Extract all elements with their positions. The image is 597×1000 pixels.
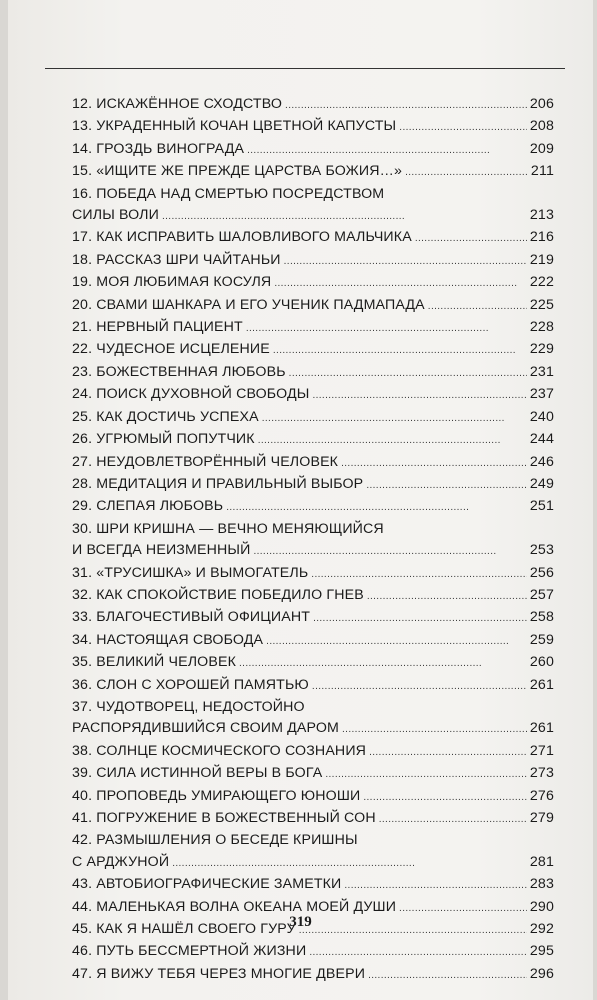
dot-leader xyxy=(312,384,526,406)
toc-entry xyxy=(72,519,554,563)
toc-entry-page: 229 xyxy=(529,341,554,358)
toc-entry-title: 14. ГРОЗДЬ ВИНОГРАДА xyxy=(72,140,245,157)
toc-entry-title: 44. МАЛЕНЬКАЯ ВОЛНА ОКЕАНА МОЕЙ ДУШИ xyxy=(72,898,397,915)
toc-entry-page: 256 xyxy=(529,564,554,581)
toc-entry-page: 259 xyxy=(529,631,554,648)
toc-entry xyxy=(72,116,554,138)
toc-entry-page: 281 xyxy=(529,853,554,870)
dot-leader xyxy=(341,452,527,474)
dot-leader xyxy=(367,585,527,607)
toc-entry-page: 260 xyxy=(529,654,554,671)
toc-entry-row xyxy=(72,763,554,785)
toc-entry-title: 18. РАССКАЗ ШРИ ЧАЙТАНЬИ xyxy=(72,251,281,268)
dot-leader xyxy=(366,474,527,496)
toc-entry-title: 29. СЛЕПАЯ ЛЮБОВЬ xyxy=(72,498,224,515)
toc-entry xyxy=(72,697,554,741)
dot-leader xyxy=(344,874,526,896)
toc-entry-title: 43. АВТОБИОГРАФИЧЕСКИЕ ЗАМЕТКИ xyxy=(72,876,342,893)
toc-entry-title: 17. КАК ИСПРАВИТЬ ШАЛОВЛИВОГО МАЛЬЧИКА xyxy=(72,229,412,246)
toc-entry-row xyxy=(72,362,554,384)
toc-entry-page: 258 xyxy=(529,609,554,626)
toc-entry-title: 47. Я ВИЖУ ТЕБЯ ЧЕРЕЗ МНОГИЕ ДВЕРИ xyxy=(72,965,366,982)
toc-entry-row xyxy=(72,874,554,896)
toc-entry xyxy=(72,874,554,896)
toc-entry-row xyxy=(72,407,554,429)
toc-entry-page: 211 xyxy=(530,163,554,180)
dot-leader xyxy=(379,808,527,830)
toc-entry xyxy=(72,384,554,406)
table-of-contents xyxy=(72,94,554,986)
page-number: 319 xyxy=(289,914,312,930)
toc-entry-page: 292 xyxy=(529,921,554,938)
toc-entry xyxy=(72,272,554,294)
toc-entry-row xyxy=(72,630,554,652)
toc-entry-page: 261 xyxy=(529,676,554,693)
toc-entry-title: 12. ИСКАЖЁННОЕ СХОДСТВО xyxy=(72,96,283,112)
toc-entry-page: 219 xyxy=(529,251,554,268)
toc-entry-title: 22. ЧУДЕСНОЕ ИСЦЕЛЕНИЕ xyxy=(72,341,270,358)
toc-entry-page: 213 xyxy=(529,207,554,224)
toc-entry-page: 251 xyxy=(529,498,554,515)
toc-entry-row xyxy=(72,272,554,294)
toc-entry-row xyxy=(72,116,554,138)
toc-entry-row xyxy=(72,317,554,339)
dot-leader xyxy=(285,94,527,116)
toc-entry-row xyxy=(72,808,554,830)
toc-entry xyxy=(72,607,554,629)
toc-entry-page: 231 xyxy=(529,363,554,380)
toc-entry xyxy=(72,184,554,228)
dot-leader xyxy=(273,339,527,361)
toc-entry-title: 46. ПУТЬ БЕССМЕРТНОЙ ЖИЗНИ xyxy=(72,943,307,960)
toc-entry xyxy=(72,161,554,183)
toc-entry-row xyxy=(72,741,554,763)
toc-entry xyxy=(72,362,554,384)
toc-entry-row xyxy=(72,429,554,451)
toc-entry-row xyxy=(72,607,554,629)
toc-entry-page: 279 xyxy=(529,810,554,826)
toc-entry-page: 283 xyxy=(529,876,554,893)
toc-entry-title: 45. КАК Я НАШЁЛ СВОЕГО ГУРУ xyxy=(72,921,296,938)
dot-leader xyxy=(246,317,527,339)
toc-entry-title: 13. УКРАДЕННЫЙ КОЧАН ЦВЕТНОЙ КАПУСТЫ xyxy=(72,118,397,135)
toc-entry-page: 244 xyxy=(529,431,554,448)
toc-entry xyxy=(72,295,554,317)
dot-leader xyxy=(262,407,527,429)
toc-entry-row xyxy=(72,585,554,607)
toc-entry xyxy=(72,407,554,429)
toc-entry-title: 38. СОЛНЦЕ КОСМИЧЕСКОГО СОЗНАНИЯ xyxy=(72,742,367,759)
toc-entry xyxy=(72,585,554,607)
toc-entry-title: С АРДЖУНОЙ xyxy=(72,853,170,870)
toc-entry xyxy=(72,763,554,785)
toc-entry-title: 26. УГРЮМЫЙ ПОПУТЧИК xyxy=(72,431,255,448)
toc-entry xyxy=(72,339,554,361)
dot-leader xyxy=(342,718,527,740)
toc-entry-page: 276 xyxy=(529,787,554,804)
toc-entry-row xyxy=(72,295,554,317)
toc-entry xyxy=(72,139,554,161)
toc-entry-page: 240 xyxy=(529,408,554,425)
toc-entry xyxy=(72,964,554,986)
toc-entry-page: 249 xyxy=(529,475,554,492)
toc-entry-row xyxy=(72,161,554,183)
dot-leader xyxy=(428,295,527,317)
toc-entry-title: 24. ПОИСК ДУХОВНОЙ СВОБОДЫ xyxy=(72,386,310,403)
toc-entry-title: СИЛЫ ВОЛИ xyxy=(72,207,159,224)
toc-entry-page: 216 xyxy=(529,229,554,246)
dot-leader xyxy=(266,630,527,652)
dot-leader xyxy=(363,786,527,808)
dot-leader xyxy=(258,429,527,451)
toc-entry-page: 237 xyxy=(529,386,554,403)
toc-entry-row xyxy=(72,205,554,227)
toc-entry-page: 257 xyxy=(529,586,554,603)
dot-leader xyxy=(313,607,527,629)
toc-entry-title: 19. МОЯ ЛЮБИМАЯ КОСУЛЯ xyxy=(72,274,272,291)
toc-entry xyxy=(72,429,554,451)
toc-entry xyxy=(72,496,554,518)
toc-entry-row xyxy=(72,496,554,518)
toc-entry-title: 20. СВАМИ ШАНКАРА И ЕГО УЧЕНИК ПАДМАПАДА xyxy=(72,296,425,313)
toc-entry-page: 290 xyxy=(529,898,554,915)
toc-entry-title: 34. НАСТОЯЩАЯ СВОБОДА xyxy=(72,631,264,648)
toc-entry-page: 246 xyxy=(529,453,554,470)
toc-entry xyxy=(72,675,554,697)
dot-leader xyxy=(289,362,527,384)
dot-leader xyxy=(247,139,527,161)
toc-entry-row xyxy=(72,250,554,272)
book-page xyxy=(8,0,593,1000)
toc-entry-title: 32. КАК СПОКОЙСТВИЕ ПОБЕДИЛО ГНЕВ xyxy=(72,586,364,603)
toc-entry-page: 222 xyxy=(529,274,554,291)
toc-entry-row xyxy=(72,852,554,874)
toc-entry-title: 28. МЕДИТАЦИЯ И ПРАВИЛЬНЫЙ ВЫБОР xyxy=(72,475,364,492)
toc-entry-page: 225 xyxy=(529,296,554,313)
toc-entry-title: 41. ПОГРУЖЕНИЕ В БОЖЕСТВЕННЫЙ СОН xyxy=(72,810,376,826)
toc-entry-row xyxy=(72,540,554,562)
dot-leader xyxy=(312,675,527,697)
toc-entry-row xyxy=(72,452,554,474)
dot-leader xyxy=(253,540,526,562)
toc-entry-title: И ВСЕГДА НЕИЗМЕННЫЙ xyxy=(72,542,251,559)
toc-entry-title: 23. БОЖЕСТВЕННАЯ ЛЮБОВЬ xyxy=(72,363,286,380)
dot-leader xyxy=(162,205,527,227)
toc-entry-row xyxy=(72,94,554,116)
toc-entry-row xyxy=(72,675,554,697)
toc-entry xyxy=(72,630,554,652)
toc-entry-page: 253 xyxy=(529,542,554,559)
dot-leader xyxy=(399,116,527,138)
toc-entry-row xyxy=(72,941,554,963)
toc-entry-title: РАСПОРЯДИВШИЙСЯ СВОИМ ДАРОМ xyxy=(72,720,339,737)
dot-leader xyxy=(284,250,527,272)
toc-entry-row xyxy=(72,718,554,740)
toc-entry xyxy=(72,741,554,763)
dot-leader xyxy=(369,741,527,763)
toc-entry-title: 35. ВЕЛИКИЙ ЧЕЛОВЕК xyxy=(72,654,237,671)
toc-entry xyxy=(72,94,554,116)
toc-entry xyxy=(72,563,554,585)
toc-entry-title: 40. ПРОПОВЕДЬ УМИРАЮЩЕГО ЮНОШИ xyxy=(72,787,361,804)
toc-entry-page: 296 xyxy=(529,965,554,982)
dot-leader xyxy=(415,227,527,249)
dot-leader xyxy=(274,272,527,294)
toc-entry xyxy=(72,474,554,496)
toc-entry-title-line1: 30. ШРИ КРИШНА — ВЕЧНО МЕНЯЮЩИЙСЯ xyxy=(72,520,384,537)
toc-entry-title: 39. СИЛА ИСТИННОЙ ВЕРЫ В БОГА xyxy=(72,765,323,782)
toc-entry-title: 15. «ИЩИТЕ ЖЕ ПРЕЖДЕ ЦАРСТВА БОЖИЯ…» xyxy=(72,163,403,180)
toc-entry xyxy=(72,808,554,830)
toc-entry xyxy=(72,786,554,808)
toc-entry-page: 206 xyxy=(529,96,554,112)
dot-leader xyxy=(172,852,527,874)
toc-entry-row xyxy=(72,474,554,496)
toc-entry-title-line1: 42. РАЗМЫШЛЕНИЯ О БЕСЕДЕ КРИШНЫ xyxy=(72,832,358,849)
toc-entry-row xyxy=(72,139,554,161)
toc-entry-title: 33. БЛАГОЧЕСТИВЫЙ ОФИЦИАНТ xyxy=(72,609,311,626)
toc-entry-page: 208 xyxy=(529,118,554,135)
toc-entry xyxy=(72,941,554,963)
toc-entry-title: 36. СЛОН С ХОРОШЕЙ ПАМЯТЬЮ xyxy=(72,676,309,693)
toc-entry-title-line1: 37. ЧУДОТВОРЕЦ, НЕДОСТОЙНО xyxy=(72,698,305,715)
toc-entry-page: 271 xyxy=(529,742,554,759)
dot-leader xyxy=(309,941,527,963)
header-rule xyxy=(45,68,565,69)
toc-entry xyxy=(72,452,554,474)
toc-entry xyxy=(72,250,554,272)
toc-entry xyxy=(72,227,554,249)
toc-entry-page: 209 xyxy=(529,140,554,157)
toc-entry xyxy=(72,830,554,874)
toc-entry-row xyxy=(72,786,554,808)
toc-entry-row xyxy=(72,227,554,249)
toc-entry-page: 273 xyxy=(529,765,554,782)
dot-leader xyxy=(368,964,527,986)
toc-entry-row xyxy=(72,964,554,986)
toc-entry-title: 21. НЕРВНЫЙ ПАЦИЕНТ xyxy=(72,319,243,336)
toc-entry-row xyxy=(72,652,554,674)
toc-entry xyxy=(72,317,554,339)
toc-entry-title: 27. НЕУДОВЛЕТВОРЁННЫЙ ЧЕЛОВЕК xyxy=(72,453,339,470)
dot-leader xyxy=(405,161,528,183)
toc-entry-page: 261 xyxy=(529,720,554,737)
dot-leader xyxy=(239,652,527,674)
toc-entry xyxy=(72,652,554,674)
toc-entry-title: 31. «ТРУСИШКА» И ВЫМОГАТЕЛЬ xyxy=(72,564,309,581)
toc-entry-title-line1: 16. ПОБЕДА НАД СМЕРТЬЮ ПОСРЕДСТВОМ xyxy=(72,185,385,202)
toc-entry-row xyxy=(72,384,554,406)
dot-leader xyxy=(325,763,527,785)
dot-leader xyxy=(226,496,527,518)
dot-leader xyxy=(311,563,527,585)
toc-entry-page: 228 xyxy=(529,319,554,336)
toc-entry-title: 25. КАК ДОСТИЧЬ УСПЕХА xyxy=(72,408,259,425)
toc-entry-row xyxy=(72,339,554,361)
toc-entry-page: 295 xyxy=(529,943,554,960)
toc-entry-row xyxy=(72,563,554,585)
